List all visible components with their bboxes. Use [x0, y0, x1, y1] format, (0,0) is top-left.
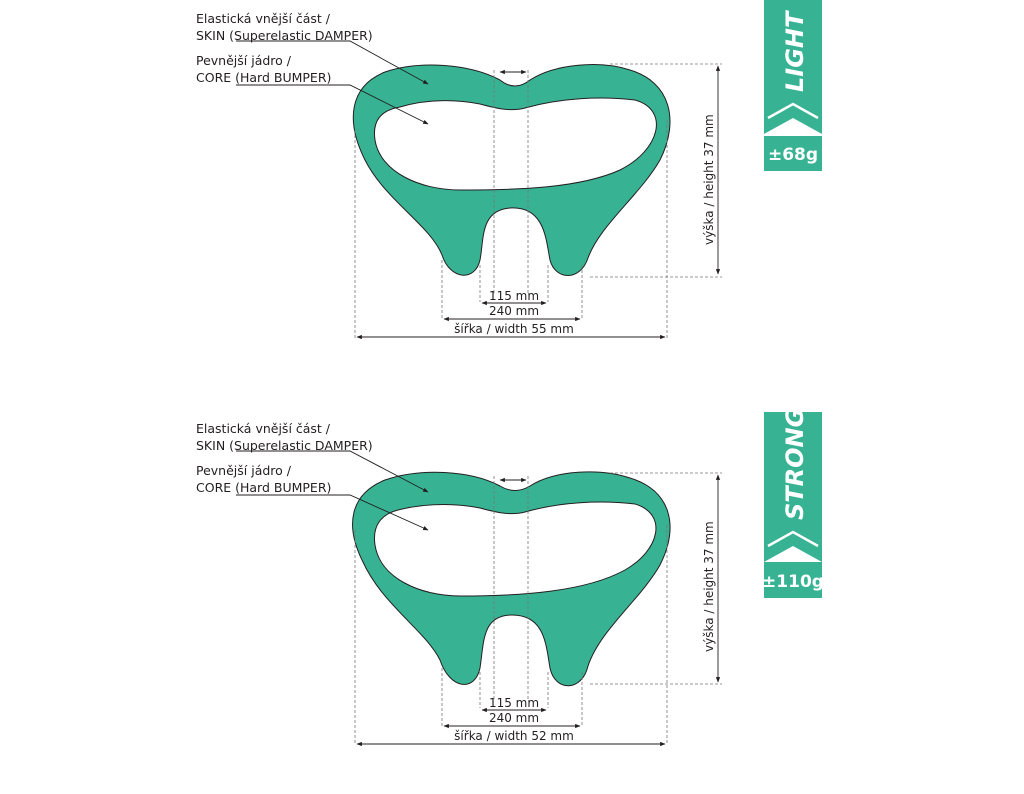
skin-label-line1: Elastická vnější část /: [196, 421, 331, 436]
inner-gap-label: 115 mm: [488, 289, 540, 303]
variant-badge-light: [764, 0, 822, 171]
core-label-line1: Pevnější jádro /: [196, 53, 291, 68]
inner-gap-label: 115 mm: [488, 696, 540, 710]
core-label-line2: CORE (Hard BUMPER): [196, 480, 332, 495]
height-label: výška / height 37 mm: [702, 521, 716, 652]
skin-label-line1: Elastická vnější část /: [196, 11, 331, 26]
skin-label-line2: SKIN (Superelastic DAMPER): [196, 28, 373, 43]
variant-weight-light: ±68g: [767, 145, 819, 165]
bumper-diagram: [0, 0, 1024, 384]
width-label: šířka / width 55 mm: [454, 322, 574, 336]
core-label-line2: CORE (Hard BUMPER): [196, 70, 332, 85]
core-label-line1: Pevnější jádro /: [196, 463, 291, 478]
variant-name-light: LIGHT: [781, 11, 809, 92]
outer-gap-label: 240 mm: [488, 304, 540, 318]
outer-gap-label: 240 mm: [488, 711, 540, 725]
bumper-diagram: [0, 407, 1024, 768]
variant-name-strong: STRONG: [781, 407, 809, 520]
skin-label-line2: SKIN (Superelastic DAMPER): [196, 438, 373, 453]
variant-panel-strong: [0, 407, 1024, 794]
width-label: šířka / width 52 mm: [454, 729, 574, 743]
variant-badge-strong: [762, 408, 824, 598]
variant-weight-strong: ±110g: [762, 572, 824, 592]
height-label: výška / height 37 mm: [702, 114, 716, 245]
variant-panel-light: [0, 0, 1024, 384]
